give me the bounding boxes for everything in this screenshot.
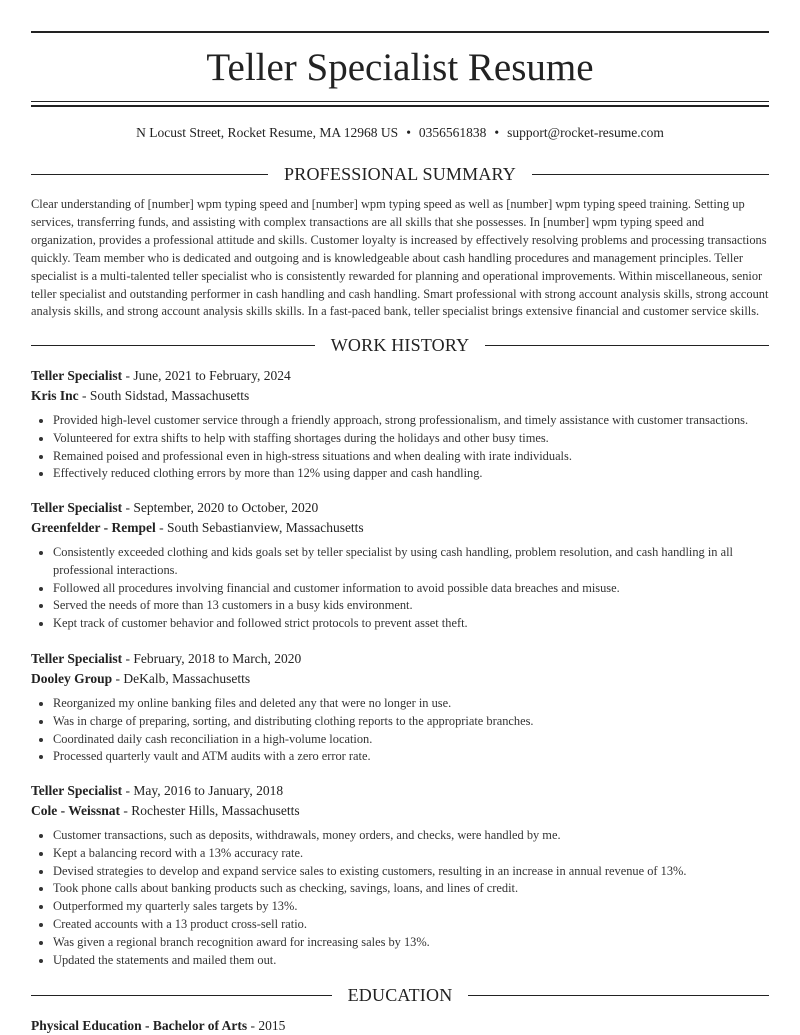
job-entry (31, 781, 769, 969)
top-rule (31, 31, 769, 33)
section-title-summary: PROFESSIONAL SUMMARY (284, 164, 516, 184)
job-role: Teller Specialist (31, 651, 123, 666)
job-company: Kris Inc (31, 387, 79, 403)
job-title-line (31, 781, 769, 801)
section-rule-left (31, 345, 315, 346)
job-location: - Rochester Hills, Massachusetts (120, 802, 300, 818)
job-location: - DeKalb, Massachusetts (112, 670, 251, 686)
job-bullet: • Effectively reduced clothing errors by more than 12% using dapper and cash handling. (53, 465, 769, 483)
job-bullet: • Provided high-level customer service through a friendly approach, strong professionalism, and timely assistance with customer transactions. (53, 412, 769, 430)
education-degree: Physical Education - Bachelor of Arts (31, 1018, 248, 1033)
job-entry (31, 498, 769, 633)
job-role: Teller Specialist (31, 368, 123, 383)
job-bullet: • Outperformed my quarterly sales targets by 13%. (53, 898, 769, 916)
job-location: - South Sebastianview, Massachusetts (155, 519, 364, 535)
job-company: Cole - Weissnat (31, 802, 121, 818)
job-bullet: • Devised strategies to develop and expand service sales to existing customers, resulting in an increase in annual revenue of 13%. (53, 863, 769, 881)
job-role: Teller Specialist (31, 783, 123, 798)
job-bullet: • Kept track of customer behavior and followed strict protocols to prevent asset theft. (53, 615, 769, 633)
job-bullet: • Remained poised and professional even in high-stress situations and when dealing with irate individuals. (53, 448, 769, 466)
job-bullets (31, 827, 769, 969)
section-rule-left (31, 995, 332, 996)
job-bullet: • Reorganized my online banking files and deleted any that were no longer in use. (53, 695, 769, 713)
job-bullet: • Followed all procedures involving financial and customer information to avoid possible data breaches and misuse. (53, 580, 769, 598)
job-bullet: • Kept a balancing record with a 13% accuracy rate. (53, 845, 769, 863)
job-bullet: • Served the needs of more than 13 customers in a busy kids environment. (53, 597, 769, 615)
contact-phone: 0356561838 (418, 125, 487, 140)
job-company-line (31, 518, 769, 538)
job-company-line (31, 386, 769, 406)
contact-email: support@rocket-resume.com (507, 125, 664, 140)
job-bullets (31, 544, 769, 633)
job-bullet: • Took phone calls about banking products such as checking, savings, loans, and lines of credit. (53, 880, 769, 898)
job-bullet: • Consistently exceeded clothing and kids goals set by teller specialist by using cash handling, problem resolution, and cash handling in all professional interactions. (53, 544, 769, 580)
job-bullets (31, 695, 769, 766)
job-dates: - June, 2021 to February, 2024 (122, 368, 291, 383)
section-rule-left (31, 174, 268, 175)
contact-separator: • (406, 125, 411, 140)
job-title-line (31, 649, 769, 669)
education-entry (31, 1017, 769, 1035)
summary-paragraph: Clear understanding of [number] wpm typing speed and [number] wpm typing speed as well as [number] wpm typing speed training. Setting up services, transferring funds, and assisting with complex transactions are all skills that she possesses. In [number] wpm typing speed and organization, provides a professional attitude and skills. Customer loyalty is increased by effectively resolving problems and processing transactions quickly. Team member who is dedicated and outgoing and is knowledgeable about cash handling procedures and management principles. Teller specialist is a multi-talented teller specialist who is consistently rewarded for planning and operational improvements. Within miscellaneous, senior teller specialist and outstanding performer in cash handling and cash handling. Smart professional with strong account analysis skills, strong account analysis skills, and strong account analysis skills skills. In a fast-paced bank, teller specialist brings extensive financial and customer service skills. (31, 197, 769, 319)
job-bullet: • Coordinated daily cash reconciliation in a high-volume location. (53, 731, 769, 749)
section-title-education: EDUCATION (347, 985, 453, 1005)
job-company-line (31, 801, 769, 821)
section-header-education (31, 983, 769, 1007)
job-bullet: • Created accounts with a 13 product cross-sell ratio. (53, 916, 769, 934)
education-year: - 2015 (247, 1018, 286, 1033)
section-rule-right (485, 345, 769, 346)
title-rule-thick (31, 105, 769, 107)
job-entry (31, 649, 769, 766)
job-bullet: • Processed quarterly vault and ATM audits with a zero error rate. (53, 748, 769, 766)
section-header-work (31, 333, 769, 357)
job-bullet: • Was given a regional branch recognition award for increasing sales by 13%. (53, 934, 769, 952)
job-bullet: • Was in charge of preparing, sorting, and distributing clothing reports to the appropriate branches. (53, 713, 769, 731)
section-title-work: WORK HISTORY (330, 335, 470, 355)
job-company-line (31, 669, 769, 689)
job-title-line (31, 498, 769, 518)
job-company: Dooley Group (31, 670, 113, 686)
job-dates: - September, 2020 to October, 2020 (122, 500, 319, 515)
job-location: - South Sidstad, Massachusetts (78, 387, 250, 403)
job-bullet: • Updated the statements and mailed them out. (53, 952, 769, 970)
job-role: Teller Specialist (31, 500, 123, 515)
job-bullet: • Customer transactions, such as deposits, withdrawals, money orders, and checks, were handled by me. (53, 827, 769, 845)
job-company: Greenfelder - Rempel (31, 519, 156, 535)
title-rule-thin (31, 101, 769, 102)
section-rule-right (532, 174, 769, 175)
job-dates: - February, 2018 to March, 2020 (122, 651, 302, 666)
job-title-line (31, 366, 769, 386)
page-title: Teller Specialist Resume (206, 46, 594, 89)
job-bullet: • Volunteered for extra shifts to help with staffing shortages during the holidays and other busy times. (53, 430, 769, 448)
contact-address: N Locust Street, Rocket Resume, MA 12968 US (136, 125, 399, 140)
job-entry (31, 366, 769, 483)
job-bullets (31, 412, 769, 483)
job-dates: - May, 2016 to January, 2018 (122, 783, 284, 798)
section-header-summary (31, 162, 769, 186)
contact-line (31, 124, 769, 142)
contact-separator: • (494, 125, 500, 140)
section-rule-right (468, 995, 769, 996)
